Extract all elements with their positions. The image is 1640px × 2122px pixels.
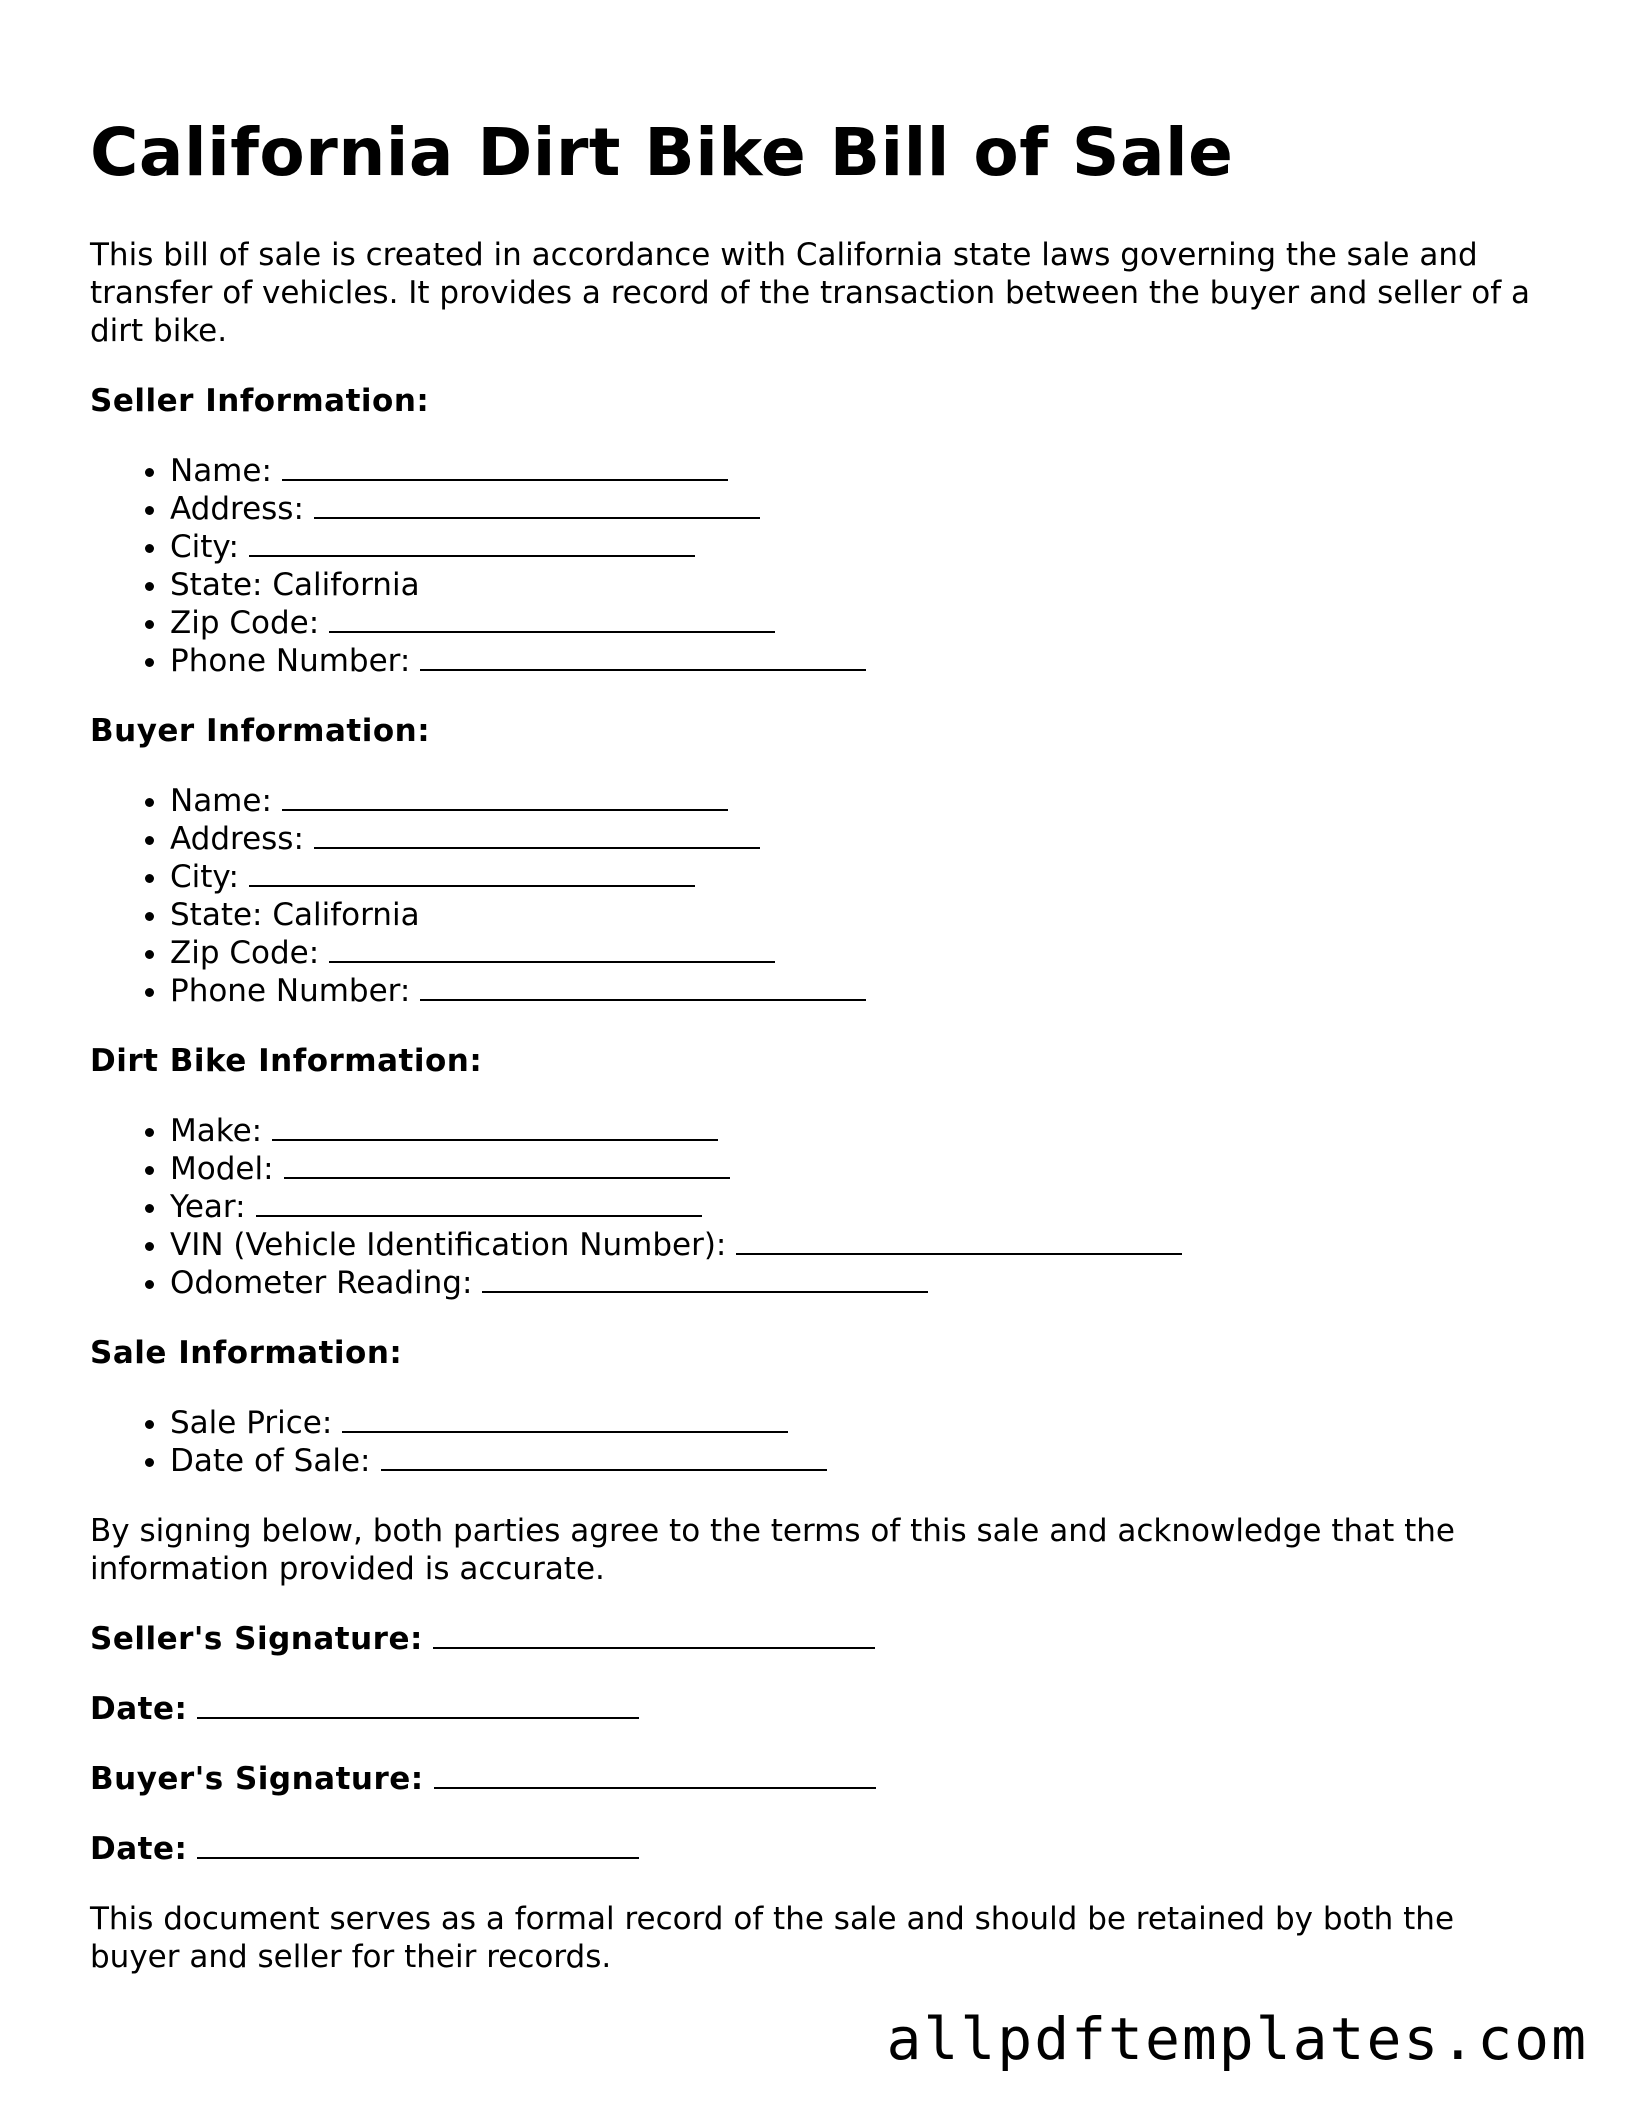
seller-address-item [170, 490, 1550, 528]
field-label: Make: [170, 1113, 263, 1149]
bike-make-field[interactable] [272, 1139, 718, 1141]
buyer-signature-field[interactable] [434, 1787, 876, 1789]
buyer-date-line [90, 1830, 1550, 1868]
field-label: Phone Number: [170, 973, 411, 1009]
seller-address-field[interactable] [314, 517, 760, 519]
sale-info-heading: Sale Information: [90, 1335, 403, 1371]
bike-year-item [170, 1188, 1550, 1226]
bike-odometer-field[interactable] [482, 1291, 928, 1293]
field-label: Name: [170, 453, 272, 489]
field-label: State: California [170, 567, 420, 603]
bike-info-list [90, 1112, 1550, 1302]
seller-signature-field[interactable] [433, 1647, 875, 1649]
sale-info-list [90, 1404, 1550, 1480]
field-label: Zip Code: [170, 935, 320, 971]
field-label: Address: [170, 821, 304, 857]
field-label: Year: [170, 1189, 246, 1225]
sale-price-item [170, 1404, 1550, 1442]
seller-signature-label: Seller's Signature: [90, 1621, 423, 1657]
bike-model-item [170, 1150, 1550, 1188]
buyer-state-item [170, 896, 1550, 934]
field-label: Name: [170, 783, 272, 819]
buyer-zip-field[interactable] [329, 961, 775, 963]
seller-date-line [90, 1690, 1550, 1728]
seller-info-heading: Seller Information: [90, 383, 430, 419]
buyer-info-list [90, 782, 1550, 1010]
field-label: Odometer Reading: [170, 1265, 473, 1301]
bike-make-item [170, 1112, 1550, 1150]
bill-of-sale-document [90, 108, 1550, 1976]
buyer-address-field[interactable] [314, 847, 760, 849]
seller-city-item [170, 528, 1550, 566]
sale-date-item [170, 1442, 1550, 1480]
bike-odometer-item [170, 1264, 1550, 1302]
bike-vin-field[interactable] [736, 1253, 1182, 1255]
buyer-name-item [170, 782, 1550, 820]
sale-price-field[interactable] [342, 1431, 788, 1433]
seller-state-item [170, 566, 1550, 604]
seller-info-list [90, 452, 1550, 680]
bike-year-field[interactable] [256, 1215, 702, 1217]
intro-paragraph: This bill of sale is created in accordance with California state laws governing the sale and transfer of vehicles. It provides a record of the transaction between the buyer and seller of a dirt bike. [90, 237, 1531, 349]
agreement-paragraph: By signing below, both parties agree to the terms of this sale and acknowledge that the information provided is accurate. [90, 1513, 1455, 1587]
buyer-signature-label: Buyer's Signature: [90, 1761, 424, 1797]
field-label: State: California [170, 897, 420, 933]
seller-city-field[interactable] [249, 555, 695, 557]
seller-date-field[interactable] [197, 1717, 639, 1719]
seller-name-item [170, 452, 1550, 490]
field-label: VIN (Vehicle Identification Number): [170, 1227, 727, 1263]
buyer-phone-field[interactable] [420, 999, 866, 1001]
field-label: Sale Price: [170, 1405, 333, 1441]
field-label: Model: [170, 1151, 274, 1187]
buyer-zip-item [170, 934, 1550, 972]
field-label: Zip Code: [170, 605, 320, 641]
seller-zip-item [170, 604, 1550, 642]
bike-vin-item [170, 1226, 1550, 1264]
buyer-city-field[interactable] [249, 885, 695, 887]
field-label: Date of Sale: [170, 1443, 371, 1479]
seller-phone-field[interactable] [420, 669, 866, 671]
field-label: Phone Number: [170, 643, 411, 679]
field-label: Address: [170, 491, 304, 527]
seller-phone-item [170, 642, 1550, 680]
sale-date-field[interactable] [381, 1469, 827, 1471]
buyer-phone-item [170, 972, 1550, 1010]
seller-date-label: Date: [90, 1691, 188, 1727]
closing-paragraph: This document serves as a formal record of the sale and should be retained by both the buyer and seller for their records. [90, 1901, 1455, 1975]
bike-info-heading: Dirt Bike Information: [90, 1043, 483, 1079]
watermark-text: allpdftemplates.com [886, 2005, 1588, 2073]
field-label: City: [170, 859, 239, 895]
field-label: City: [170, 529, 239, 565]
seller-zip-field[interactable] [329, 631, 775, 633]
page-title: California Dirt Bike Bill of Sale [90, 114, 1234, 191]
buyer-signature-line [90, 1760, 1550, 1798]
seller-signature-line [90, 1620, 1550, 1658]
buyer-address-item [170, 820, 1550, 858]
buyer-name-field[interactable] [282, 809, 728, 811]
bike-model-field[interactable] [284, 1177, 730, 1179]
buyer-city-item [170, 858, 1550, 896]
buyer-date-label: Date: [90, 1831, 188, 1867]
buyer-info-heading: Buyer Information: [90, 713, 431, 749]
seller-name-field[interactable] [282, 479, 728, 481]
buyer-date-field[interactable] [197, 1857, 639, 1859]
